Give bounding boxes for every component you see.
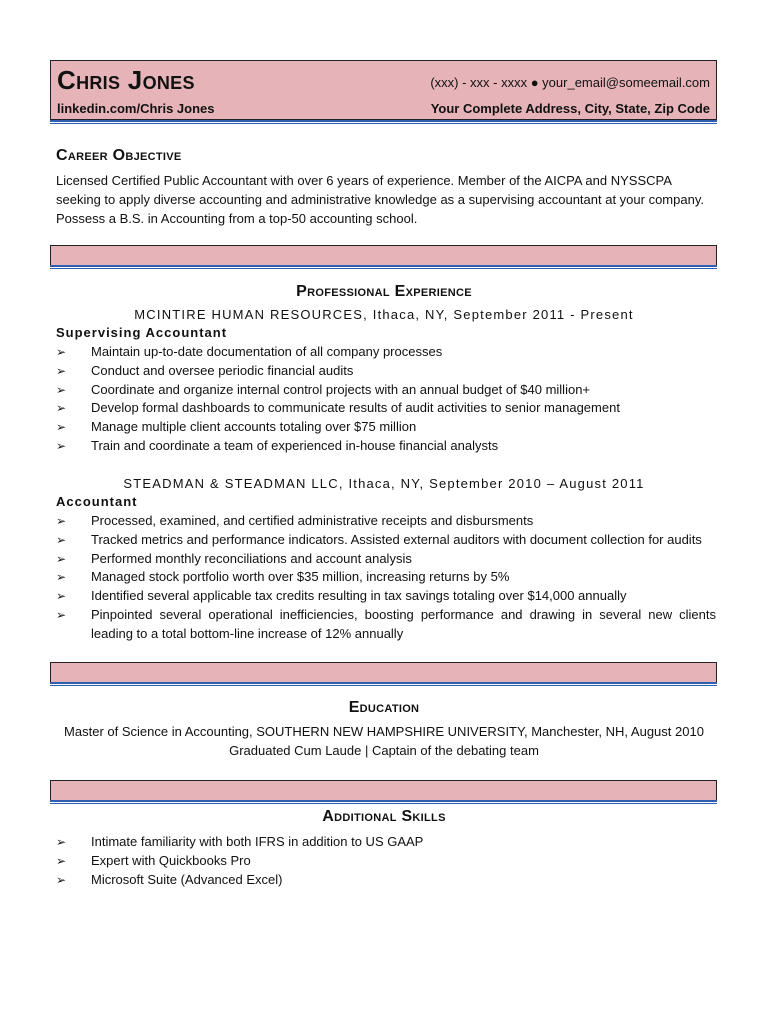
- job-bullets: [56, 512, 716, 644]
- education-title: Education: [348, 699, 420, 716]
- list-item: ➢ Coordinate and organize internal control projects with an annual budget of $40 million+: [56, 381, 716, 400]
- section-divider-rule: [50, 800, 717, 804]
- arrow-right-icon: ➢: [56, 872, 67, 887]
- list-item: ➢ Conduct and oversee periodic financial audits: [56, 362, 716, 381]
- job-bullets: [56, 343, 716, 456]
- arrow-right-icon: ➢: [56, 607, 67, 622]
- arrow-right-icon: ➢: [56, 570, 67, 585]
- list-item: ➢ Train and coordinate a team of experienced in-house financial analysts: [56, 437, 716, 456]
- job-employer: STEADMAN & STEADMAN LLC, Ithaca, NY, September 2010 – August 2011: [123, 476, 645, 491]
- job-role: Accountant: [56, 494, 138, 509]
- list-item: ➢ Microsoft Suite (Advanced Excel): [56, 871, 716, 890]
- arrow-right-icon: ➢: [56, 514, 67, 528]
- objective-text: Licensed Certified Public Accountant with over 6 years of experience. Member of the AICPA and NYSSCPA seeking to apply diverse accounting and administrative knowledge as a supervising accountant at your company. Possess a B.S. in Accounting from a top-50 accounting school.: [56, 173, 704, 226]
- address: Your Complete Address, City, State, Zip Code: [430, 101, 710, 116]
- section-divider: [50, 662, 717, 684]
- list-item: ➢ Identified several applicable tax credits resulting in tax savings totaling over $14,000 annually: [56, 587, 716, 606]
- arrow-right-icon: ➢: [56, 420, 67, 435]
- arrow-right-icon: ➢: [56, 345, 67, 359]
- contact-info: (xxx) - xxx - xxxx ● your_email@someemail.com: [430, 75, 710, 90]
- list-item: ➢ Processed, examined, and certified administrative receipts and disbursments: [56, 512, 716, 531]
- list-item: ➢ Intimate familiarity with both IFRS in addition to US GAAP: [56, 833, 716, 852]
- arrow-right-icon: ➢: [56, 551, 67, 566]
- section-divider: [50, 780, 717, 802]
- arrow-right-icon: ➢: [56, 835, 67, 849]
- arrow-right-icon: ➢: [56, 363, 67, 378]
- linkedin-url: linkedin.com/Chris Jones: [57, 101, 215, 116]
- arrow-right-icon: ➢: [56, 438, 67, 453]
- list-item: ➢ Expert with Quickbooks Pro: [56, 852, 716, 871]
- list-item: ➢ Develop formal dashboards to communicate results of audit activities to senior management: [56, 399, 716, 418]
- list-item: ➢ Manage multiple client accounts totaling over $75 million: [56, 418, 716, 437]
- section-divider-rule: [50, 682, 717, 686]
- list-item: ➢ Maintain up-to-date documentation of all company processes: [56, 343, 716, 362]
- skills-title: Additional Skills: [322, 808, 446, 825]
- skills-list: [56, 833, 716, 889]
- job-employer: MCINTIRE HUMAN RESOURCES, Ithaca, NY, September 2011 - Present: [134, 307, 634, 322]
- section-divider: [50, 245, 717, 267]
- candidate-name: Chris Jones: [57, 65, 195, 95]
- job-role: Supervising Accountant: [56, 325, 228, 340]
- objective-title: Career Objective: [56, 147, 182, 164]
- arrow-right-icon: ➢: [56, 532, 67, 547]
- arrow-right-icon: ➢: [56, 589, 67, 604]
- arrow-right-icon: ➢: [56, 853, 67, 868]
- header-rule: [50, 120, 717, 124]
- list-item: ➢ Pinpointed several operational inefficiencies, boosting performance and drawing in several new clients leading to a total bottom-line increase of 12% annually: [56, 606, 716, 641]
- experience-title: Professional Experience: [296, 283, 472, 300]
- list-item: ➢ Performed monthly reconciliations and account analysis: [56, 550, 716, 569]
- resume-header: [50, 60, 717, 120]
- list-item: ➢ Tracked metrics and performance indicators. Assisted external auditors with document collection for audits: [56, 531, 716, 550]
- arrow-right-icon: ➢: [56, 382, 67, 397]
- arrow-right-icon: ➢: [56, 401, 67, 416]
- education-honors: Graduated Cum Laude | Captain of the debating team: [229, 743, 539, 758]
- list-item: ➢ Managed stock portfolio worth over $35 million, increasing returns by 5%: [56, 568, 716, 587]
- education-degree: Master of Science in Accounting, SOUTHERN NEW HAMPSHIRE UNIVERSITY, Manchester, NH, August 2010: [64, 724, 704, 739]
- section-divider-rule: [50, 265, 717, 269]
